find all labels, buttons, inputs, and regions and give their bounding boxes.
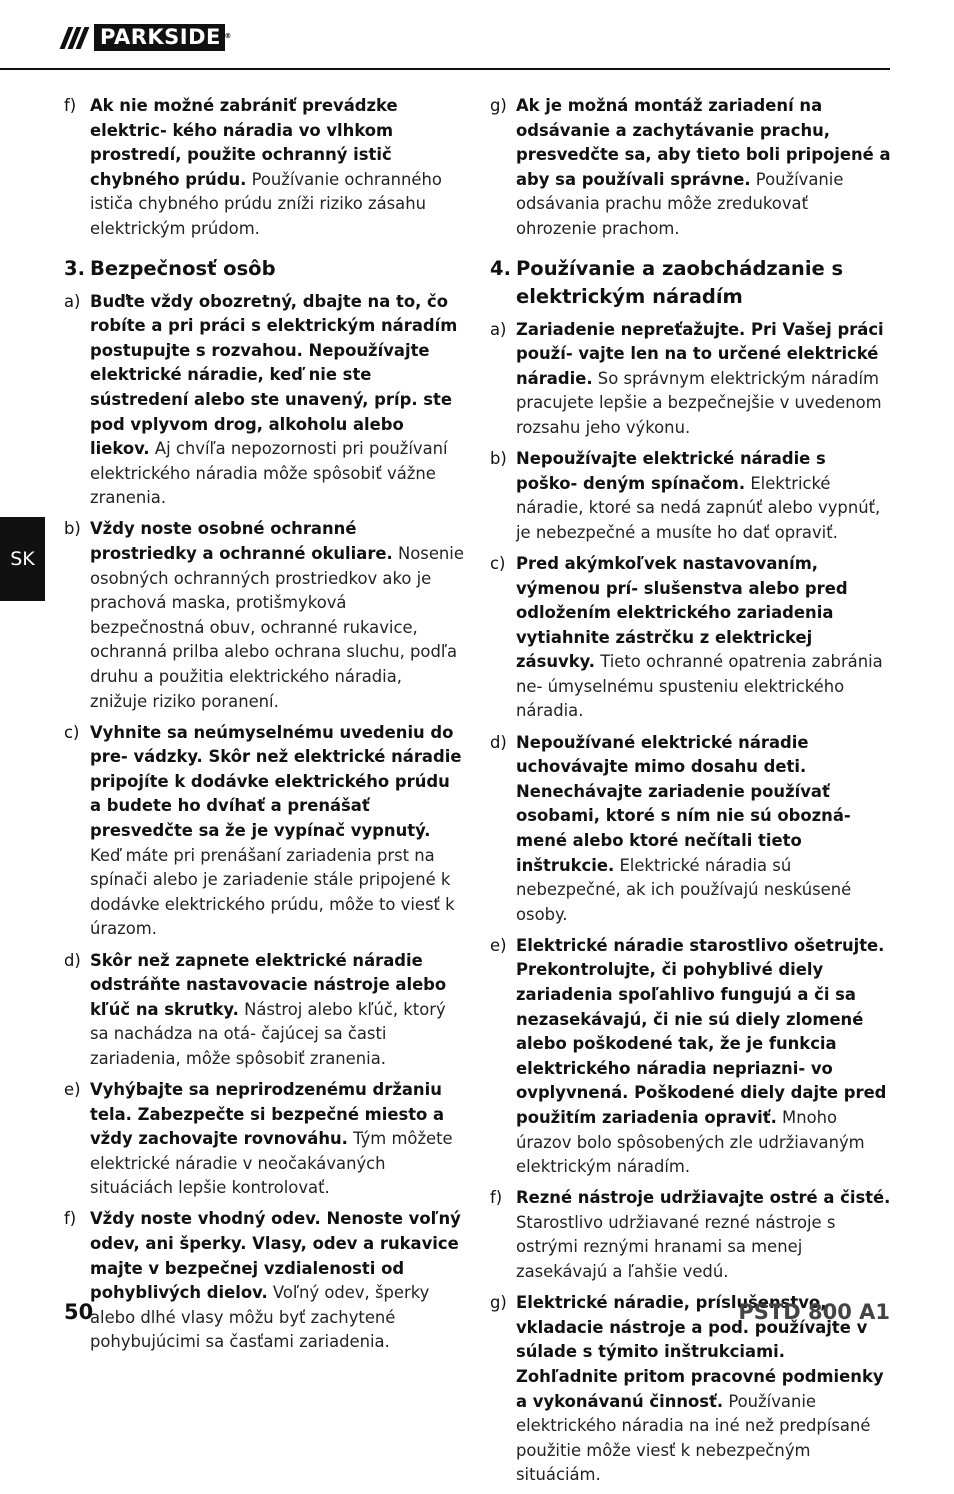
list-item — [64, 1078, 464, 1201]
trademark-symbol: ® — [224, 32, 232, 40]
list-item — [490, 552, 892, 724]
item-text: Používanie ochranného ističa chybného prúdu zníži riziko zásahu elektrickým prúdom. — [90, 169, 442, 238]
section-title: Používanie a zaobchádzanie s elektrickým náradím — [516, 256, 844, 308]
item-bold-text: Vyhnite sa neúmyselnému uvedeniu do pre- vádzky. Skôr než elektrické náradie pripojíte k dodávke elektrického prúdu a budete ho dvíhať a prenášať presvedčte sa že je vypínač vypnutý. — [90, 722, 462, 841]
item-text: Tým môžete elektrické náradie v neočakávaných situáciách lepšie kontrolovať. — [90, 1129, 453, 1198]
item-bold-text: Ak je možná montáž zariadení na odsávanie a zachytávanie prachu, presvedčte sa, aby tieto boli pripojené a aby sa používali správne. — [516, 96, 891, 189]
item-label: a) — [64, 291, 81, 311]
item-bold-text: Buďte vždy obozretný, dbajte na to, čo robíte a pri práci s elektrickým náradím postupujte s rozvahou. Nepoužívajte elektrické náradie, keď nie ste sústredení alebo ste unavený, príp. ste pod vplyvom drog, alkoholu alebo liekov. — [90, 291, 458, 459]
item-bold-text: Nepoužívajte elektrické náradie s poško- deným spínačom. — [516, 449, 826, 493]
section-title: Bezpečnosť osôb — [90, 256, 276, 280]
brand-name: PARKSIDE — [100, 25, 221, 49]
list-item — [64, 949, 464, 1072]
item-bold-text: Nepoužívané elektrické náradie uchovávajte mimo dosahu deti. Nenechávajte zariadenie používať osobami, ktoré s ním nie sú obozná- mené alebo ktoré nečítali tieto inštrukcie. — [516, 732, 851, 875]
section-heading — [490, 255, 892, 311]
item-text: Starostlivo udržiavané rezné nástroje s ostrými reznými hranami sa menej zasekávajú a ľahšie vedú. — [516, 1212, 836, 1282]
list-item — [490, 94, 892, 242]
item-text: Nástroj alebo kľúč, ktorý sa nachádza na otá- čajúcej sa časti zariadenia, môže spôsobiť zranenia. — [90, 999, 446, 1068]
item-text: Používanie elektrického náradia na iné než predpísané použitie môže viesť k nebezpečným situáciám. — [516, 1391, 871, 1485]
item-bold-text: Skôr než zapnete elektrické náradie odstráňte nastavovacie nástroje alebo kľúč na skrutky. — [90, 950, 447, 1019]
item-bold-text: Vždy noste vhodný odev. Nenoste voľný odev, ani šperky. Vlasy, odev a rukavice majte v bezpečnej vzdialenosti od pohyblivých dielov. — [90, 1209, 461, 1303]
list-item — [64, 290, 464, 511]
item-text: Keď máte pri prenášaní zariadenia prst na spínači alebo je zariadenie stále pripojené k dodávke elektrického prúdu, môže to viesť k úrazom. — [90, 845, 455, 939]
list-item — [490, 318, 892, 441]
item-text: Elektrické náradie, ktoré sa nedá zapnúť alebo vypnúť, je nebezpečné a musíte ho dať opraviť. — [516, 473, 881, 542]
item-label: b) — [64, 519, 81, 539]
list-item — [490, 934, 892, 1180]
item-bold-text: Zariadenie nepreťažujte. Pri Vašej práci použí- vajte len na to určené elektrické náradie. — [516, 319, 884, 388]
item-label: b) — [490, 449, 507, 469]
section-heading — [64, 255, 464, 283]
item-label: f) — [490, 1188, 503, 1208]
item-label: g) — [490, 96, 507, 115]
list-item — [64, 94, 464, 242]
logo-stripes-icon — [64, 24, 88, 51]
item-label: e) — [490, 935, 507, 955]
item-bold-text: Elektrické náradie, príslušenstvo, vkladacie nástroje a pod. používajte v súlade s týmito inštrukciami. Zohľadnite pritom pracovné podmienky a vykonávanú činnosť. — [516, 1293, 884, 1411]
item-bold-text: Elektrické náradie starostlivo ošetrujte. Prekontrolujte, či pohyblivé diely zariadenia spoľahlivo fungujú a či sa nezasekávajú, či nie sú diely zlomené alebo poškodené tak, že je funkcia elektrického náradia nepriazni- vo ovplyvnená. Poškodené diely dajte pred použitím zariadenia opraviť. — [516, 935, 887, 1127]
item-label: g) — [490, 1293, 507, 1313]
list-item — [64, 517, 464, 714]
item-label: c) — [64, 722, 80, 742]
parkside-logo — [64, 24, 232, 51]
page-number: 50 — [64, 1300, 94, 1324]
right-column — [490, 94, 892, 1494]
item-bold-text: Pred akýmkoľvek nastavovaním, výmenou prí- slušenstva alebo pred odložením elektrického zariadenia vytiahnite zástrčku z elektrickej zásuvky. — [516, 553, 848, 672]
model-name: PSTD 800 A1 — [738, 1300, 890, 1324]
item-label: f) — [64, 1209, 77, 1229]
list-item — [490, 1186, 892, 1284]
section-number: 4. — [490, 256, 511, 280]
item-label: a) — [490, 319, 507, 339]
item-text: Používanie odsávania prachu môže zredukovať ohrozenie prachom. — [516, 169, 844, 238]
item-text: Voľný odev, šperky alebo dlhé vlasy môžu byť zachytené pohybujúcimi sa časťami zariadenia. — [90, 1283, 430, 1352]
language-tab: SK — [0, 517, 45, 601]
list-item — [64, 721, 464, 942]
list-item — [490, 731, 892, 928]
item-label: d) — [64, 950, 81, 970]
item-text: So správnym elektrickým náradím pracujete lepšie a bezpečnejšie v uvedenom rozsahu jeho výkonu. — [516, 368, 882, 437]
item-text: Elektrické náradia sú nebezpečné, ak ich používajú neskúsené osoby. — [516, 855, 852, 924]
item-bold-text: Ak nie možné zabrániť prevádzke elektric- kého náradia vo vlhkom prostredí, použite ochranný istič chybného prúdu. — [90, 96, 398, 189]
header-divider — [0, 68, 890, 70]
item-bold-text: Vyhýbajte sa neprirodzenému držaniu tela. Zabezpečte si bezpečné miesto a vždy zachovajte rovnováhu. — [90, 1079, 445, 1149]
logo-wordmark — [94, 24, 232, 51]
item-bold-text: Rezné nástroje udržiavajte ostré a čisté. — [516, 1188, 891, 1208]
list-item — [64, 1207, 464, 1355]
item-text: Aj chvíľa nepozornosti pri používaní elektrického náradia môže spôsobiť vážne zranenia. — [90, 439, 448, 508]
section-number: 3. — [64, 256, 85, 280]
list-item — [490, 447, 892, 545]
item-label: f) — [64, 96, 77, 115]
item-label: e) — [64, 1079, 81, 1099]
item-label: c) — [490, 553, 506, 573]
item-bold-text: Vždy noste osobné ochranné prostriedky a ochranné okuliare. — [90, 519, 393, 563]
left-column — [64, 94, 464, 1362]
item-text: Mnoho úrazov bolo spôsobených zle udržiavaným elektrickým náradím. — [516, 1107, 865, 1177]
item-text: Nosenie osobných ochranných prostriedkov ako je prachová maska, protišmyková bezpečnostná obuv, ochranné rukavice, ochranná prilba alebo ochrana sluchu, podľa druhu a použitia elektrického náradia, znižuje riziko poranení. — [90, 544, 464, 711]
item-text: Tieto ochranné opatrenia zabránia ne- úmyselnému spusteniu elektrického náradia. — [516, 652, 883, 721]
item-label: d) — [490, 732, 507, 752]
